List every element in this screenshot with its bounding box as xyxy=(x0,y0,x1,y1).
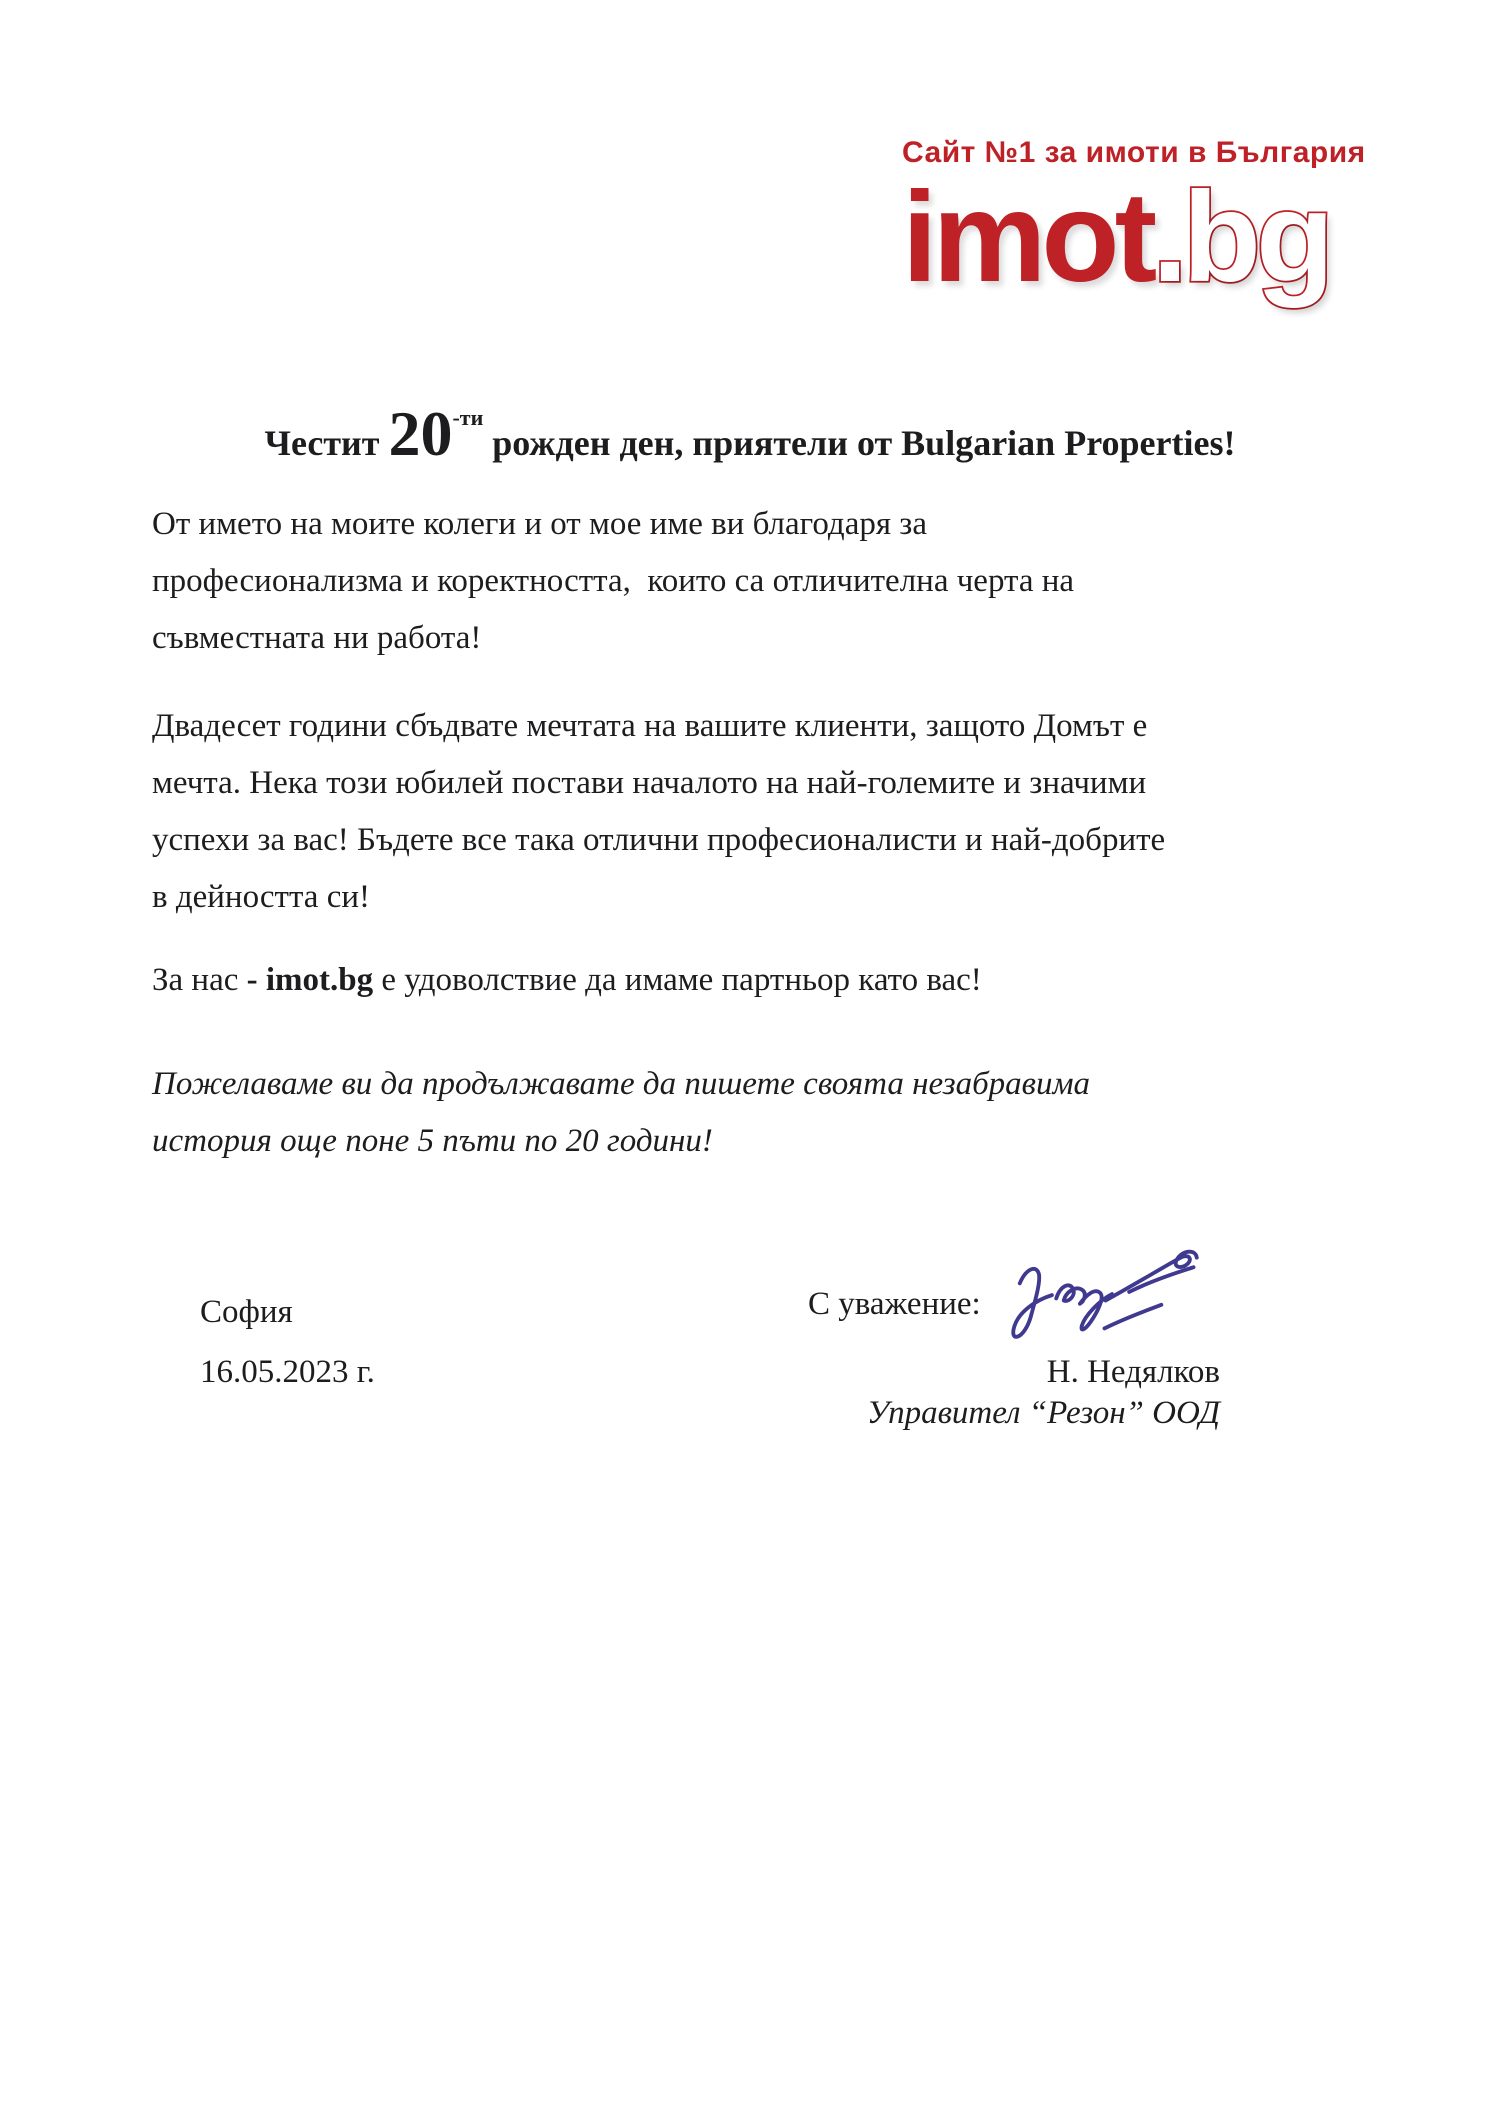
paragraph-partner xyxy=(152,952,1392,1009)
title-number-20: 20 xyxy=(388,398,453,469)
place-date-block xyxy=(200,1282,375,1402)
salutation-label: С уважение: xyxy=(808,1286,981,1322)
paragraph-line: история още поне 5 пъти по 20 години! xyxy=(152,1123,713,1159)
p3-pre: За нас xyxy=(152,962,247,998)
date-label: 16.05.2023 г. xyxy=(200,1354,375,1390)
signer-title: Управител “Резон” ООД xyxy=(866,1395,1220,1431)
p3-post: е удоволствие да имаме партньор като вас! xyxy=(373,962,982,998)
paragraph-line: От името на моите колеги и от мое име ви благодаря за xyxy=(152,506,927,542)
logo-wordmark-solid: imot xyxy=(902,166,1153,309)
paragraph-line: успехи за вас! Бъдете все така отлични професионалисти и най-добрите xyxy=(152,822,1166,858)
paragraph-line xyxy=(152,952,1392,1009)
paragraph-thanks xyxy=(152,496,1392,667)
paragraph-line: мечта. Нека този юбилей постави началото на най-големите и значими xyxy=(152,765,1147,801)
paragraph-line: Пожелаваме ви да продължавате да пишете своята незабравима xyxy=(152,1066,1091,1102)
paragraph-line: в дейността си! xyxy=(152,879,370,915)
title-post: рожден ден, приятели от Bulgarian Properties! xyxy=(483,423,1236,463)
p3-imotbg-bold: - imot.bg xyxy=(246,962,374,998)
logo-wordmark xyxy=(902,166,1332,309)
paragraph-line: професионализма и коректността, които са отличителна черта на xyxy=(152,563,1075,599)
paragraph-line: съвместната ни работа! xyxy=(152,620,482,656)
signer-name: Н. Недялков xyxy=(1046,1354,1220,1390)
paragraph-line: Двадесет години сбъдвате мечтата на вашите клиенти, защото Домът е xyxy=(152,708,1148,744)
logo-wordmark-outline: .bg xyxy=(1152,166,1330,309)
title-ordinal-suffix: -ти xyxy=(452,405,484,430)
letter-title xyxy=(150,376,1350,485)
imotbg-logo xyxy=(902,134,1366,309)
signer-block xyxy=(600,1352,1220,1434)
paragraph-anniversary xyxy=(152,698,1392,926)
logo-tagline: Сайт №1 за имоти в България xyxy=(902,136,1366,169)
city-label: София xyxy=(200,1294,293,1330)
paragraph-wish-italic xyxy=(152,1056,1392,1170)
signature-image xyxy=(1002,1234,1207,1352)
title-pre: Честит xyxy=(264,423,389,463)
